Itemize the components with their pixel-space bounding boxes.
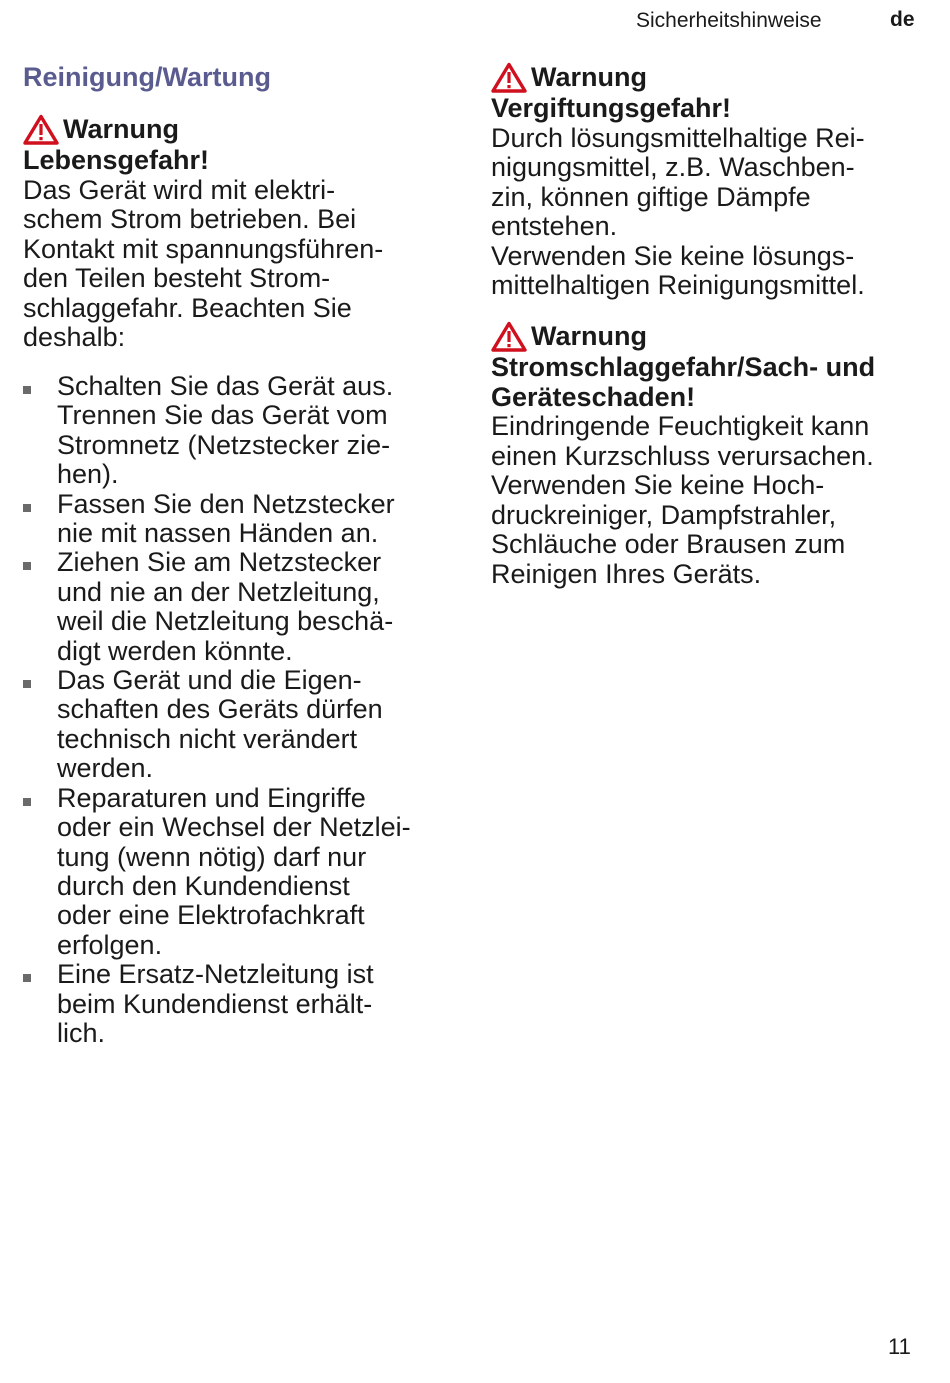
page-header-language: de — [890, 8, 915, 31]
text-line: oder ein Wechsel der Netzlei- — [57, 812, 411, 843]
warning-label: Warnung — [63, 114, 179, 144]
text-line: Eindringende Feuchtigkeit kann — [491, 411, 870, 441]
text-line: Stromschlaggefahr/Sach- und — [491, 352, 876, 382]
text-line: werden. — [57, 753, 154, 784]
text-line: einen Kurzschluss verursachen. — [491, 440, 874, 471]
text-line: Eine Ersatz-Netzleitung ist — [57, 959, 374, 990]
text-line: den Teilen besteht Strom- — [23, 263, 331, 293]
list-item — [23, 960, 463, 1048]
warning-block-electric-shock — [491, 319, 931, 589]
list-item — [23, 784, 463, 960]
text-line: schlaggefahr. Beachten Sie — [23, 292, 352, 323]
warning-label: Warnung — [531, 62, 647, 92]
text-line: oder eine Elektrofachkraft — [57, 900, 365, 931]
text-line: Verwenden Sie keine lösungs- — [491, 240, 855, 271]
text-line: nie mit nassen Händen an. — [57, 518, 379, 549]
warning-text — [23, 176, 453, 353]
square-bullet-icon — [23, 798, 31, 806]
warning-triangle-icon — [491, 62, 527, 93]
text-line: mittelhaltigen Reinigungsmittel. — [491, 270, 865, 300]
text-line: digt werden könnte. — [57, 635, 293, 666]
text-line: zin, können giftige Dämpfe — [491, 181, 811, 212]
safety-bullet-list — [23, 372, 463, 1048]
text-line: deshalb: — [23, 322, 126, 352]
text-line: Reinigen Ihres Geräts. — [491, 558, 762, 589]
text-line: Ziehen Sie am Netzstecker — [57, 547, 382, 578]
list-item — [23, 490, 463, 549]
warning-heading — [491, 60, 931, 94]
section-title: Reinigung/Wartung — [23, 62, 271, 92]
text-line: technisch nicht verändert — [57, 723, 358, 754]
text-line: entstehen. — [491, 211, 618, 241]
warning-label: Warnung — [531, 321, 647, 351]
square-bullet-icon — [23, 680, 31, 688]
warning-text — [491, 412, 931, 589]
text-line: schaften des Geräts dürfen — [57, 694, 383, 725]
warning-title: Vergiftungsgefahr! — [491, 93, 732, 123]
warning-block-life-danger — [23, 112, 453, 353]
page-header-section: Sicherheitshinweise — [636, 9, 822, 32]
text-line: hen). — [57, 459, 119, 490]
text-line: Verwenden Sie keine Hoch- — [491, 470, 825, 500]
text-line: Schläuche oder Brausen zum — [491, 529, 846, 559]
text-line: Kontakt mit spannungsführen- — [23, 233, 384, 264]
text-line: Das Gerät und die Eigen- — [57, 665, 362, 696]
text-line: Fassen Sie den Netzstecker — [57, 488, 395, 519]
list-item — [23, 548, 463, 666]
page-number: 11 — [888, 1334, 911, 1359]
warning-title: Lebensgefahr! — [23, 145, 210, 175]
text-line: weil die Netzleitung beschä- — [57, 606, 394, 637]
text-line: Das Gerät wird mit elektri- — [23, 174, 336, 205]
warning-title — [491, 353, 931, 412]
text-line: Schalten Sie das Gerät aus. — [57, 371, 394, 401]
text-line: nigungsmittel, z.B. Waschben- — [491, 152, 855, 182]
text-line: Reparaturen und Eingriffe — [57, 782, 366, 813]
text-line: und nie an der Netzleitung, — [57, 576, 380, 607]
warning-triangle-icon — [23, 114, 59, 145]
warning-triangle-icon — [491, 321, 527, 352]
text-line: beim Kundendienst erhält- — [57, 988, 373, 1019]
square-bullet-icon — [23, 562, 31, 570]
text-line: Trennen Sie das Gerät vom — [57, 400, 388, 431]
warning-heading — [491, 319, 931, 353]
square-bullet-icon — [23, 974, 31, 982]
warning-text — [491, 124, 931, 301]
text-line: Stromnetz (Netzstecker zie- — [57, 429, 391, 460]
list-item — [23, 666, 463, 784]
square-bullet-icon — [23, 386, 31, 394]
text-line: Geräteschaden! — [491, 381, 696, 412]
square-bullet-icon — [23, 504, 31, 512]
text-line: lich. — [57, 1017, 106, 1048]
text-line: durch den Kundendienst — [57, 870, 350, 901]
warning-heading — [23, 112, 453, 146]
list-item — [23, 372, 463, 490]
warning-block-poisoning — [491, 60, 931, 301]
text-line: Durch lösungsmittelhaltige Rei- — [491, 122, 865, 153]
text-line: schem Strom betrieben. Bei — [23, 204, 357, 234]
text-line: erfolgen. — [57, 929, 163, 960]
text-line: druckreiniger, Dampfstrahler, — [491, 499, 837, 530]
text-line: tung (wenn nötig) darf nur — [57, 841, 367, 872]
